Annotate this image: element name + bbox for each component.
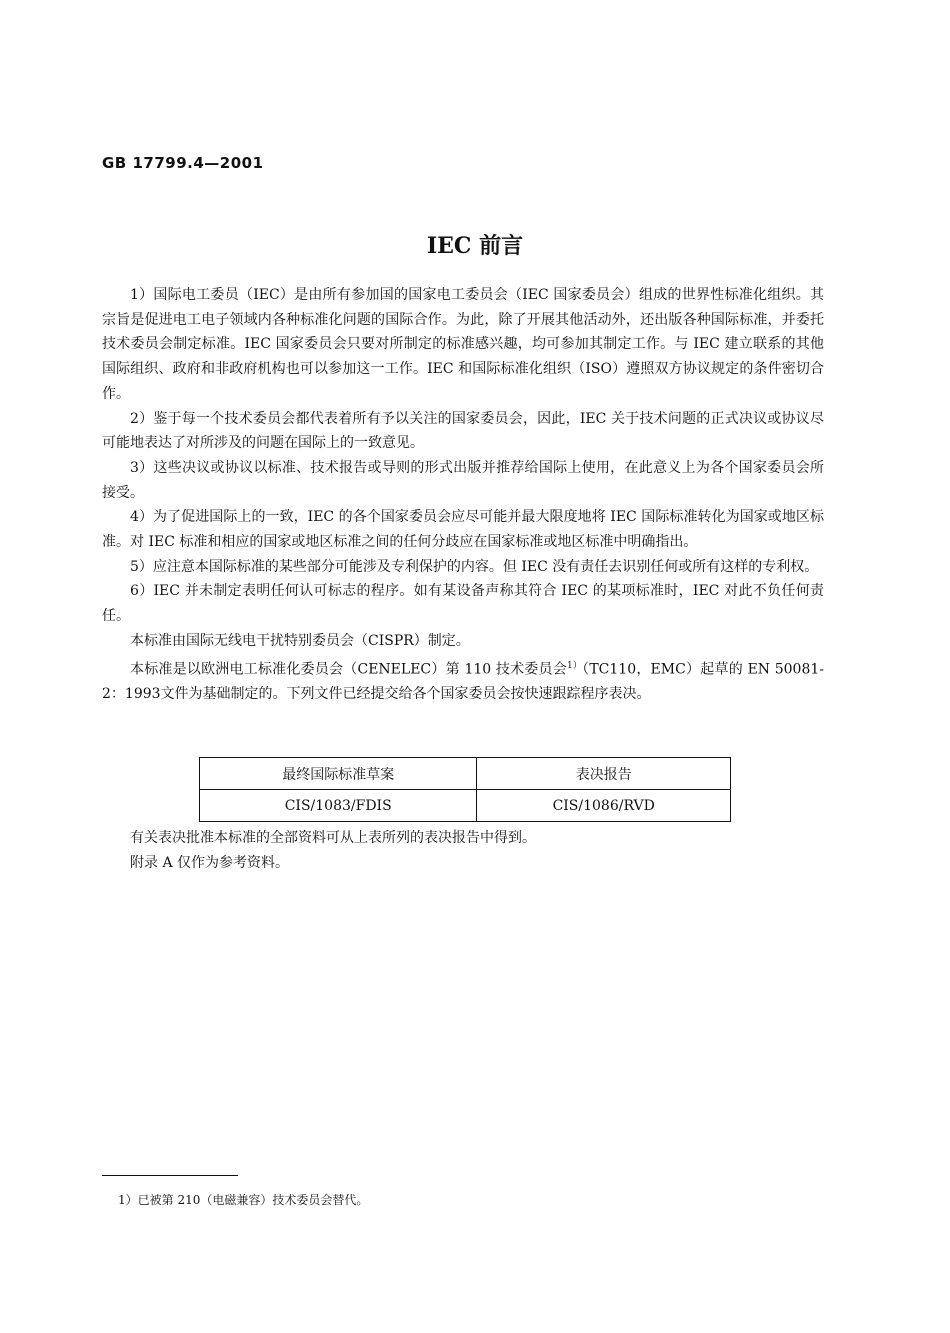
after-table-text (102, 826, 824, 876)
table-cell-rvd: CIS/1086/RVD (477, 790, 731, 822)
standard-number: GB 17799.4—2001 (102, 154, 264, 172)
table-row (200, 790, 731, 822)
footnote-divider (102, 1175, 238, 1176)
table-header-fdis: 最终国际标准草案 (200, 758, 477, 790)
basis-text-2: （TC110，EMC）起草的 EN 50081-2：1993文件为基础制定的。下列文件已经提交给各个国家委员会按快速跟踪程序表决。 (102, 661, 824, 702)
cispr-statement: 本标准由国际无线电干扰特别委员会（CISPR）制定。 (130, 632, 470, 649)
paragraph-6: 6）IEC 并未制定表明任何认可标志的程序。如有某设备声称其符合 IEC 的某项标准时，IEC 对此不负任何责任。 (102, 583, 824, 625)
vote-table (199, 757, 731, 822)
table-cell-fdis: CIS/1083/FDIS (200, 790, 477, 822)
annex-note: 附录 A 仅作为参考资料。 (130, 855, 290, 871)
footnote-marker: 1） (566, 660, 583, 671)
footnote: 1）已被第 210（电磁兼容）技术委员会替代。 (118, 1193, 369, 1207)
paragraph-1: 1）国际电工委员（IEC）是由所有参加国的国家电工委员会（IEC 国家委员会）组成的世界性标准化组织。其宗旨是促进电工电子领域内各种标准化问题的国际合作。为此，除了开展其他活动外，还出版各种国际标准，并委托技术委员会制定标准。IEC 国家委员会只要对所制定的标准感兴趣，均可参加其制定工作。与 IEC 建立联系的其他国际组织、政府和非政府机构也可以参加这一工作。IEC 和国际标准化组织（ISO）遵照双方协议规定的条件密切合作。 (102, 287, 824, 402)
paragraph-4: 4）为了促进国际上的一致，IEC 的各个国家委员会应尽可能并最大限度地将 IEC 国际标准转化为国家或地区标准。对 IEC 标准和相应的国家或地区标准之间的任何分歧应在国家标准或地区标准中明确指出。 (102, 509, 824, 551)
approval-note: 有关表决批准本标准的全部资料可从上表所列的表决报告中得到。 (130, 830, 536, 846)
foreword-body (102, 283, 824, 707)
basis-statement (102, 654, 824, 707)
page-title: IEC 前言 (426, 233, 524, 259)
paragraph-3: 3）这些决议或协议以标准、技术报告或导则的形式出版并推荐给国际上使用，在此意义上为各个国家委员会所接受。 (102, 459, 824, 501)
table-header-row (200, 758, 731, 790)
table-header-rvd: 表决报告 (477, 758, 731, 790)
paragraph-5: 5）应注意本国际标准的某些部分可能涉及专利保护的内容。但 IEC 没有责任去识别任何或所有这样的专利权。 (130, 558, 819, 575)
basis-text-1: 本标准是以欧洲电工标准化委员会（CENELEC）第 110 技术委员会 (130, 661, 567, 678)
paragraph-2: 2）鉴于每一个技术委员会都代表着所有予以关注的国家委员会，因此，IEC 关于技术问题的正式决议或协议尽可能地表达了对所涉及的问题在国际上的一致意见。 (102, 410, 824, 452)
